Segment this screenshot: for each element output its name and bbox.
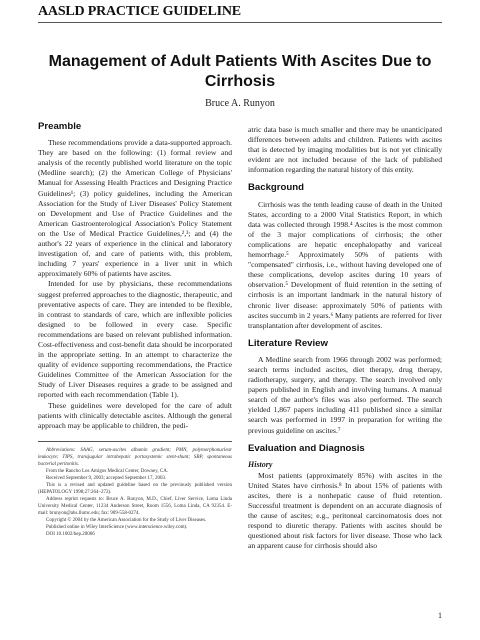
left-column	[38, 122, 232, 538]
footnote-line: This is a revised and updated guideline based on the previously published version (HEPATOLOGY 1998;27:264–272).	[38, 482, 232, 495]
footnote-rule	[38, 441, 232, 442]
abbreviations-note: Abbreviations: SAAG, serum-ascites albumin gradient; PMN, polymorphonuclear leukocyte; TIPS, transjugular intrahepatic portasystemic stent-shunt; SBP, spontaneous bacterial peritonitis.	[38, 447, 232, 467]
footnote-line: Copyright © 2004 by the American Association for the Study of Liver Diseases.	[46, 517, 207, 523]
preamble-paragraph: These guidelines were developed for the care of adult patients with clinically detectable ascites. Although the general approach may be applicable to children, the pedi-	[38, 400, 232, 430]
continued-paragraph: atric data base is much smaller and there may be unanticipated differences between adults and children. Patients with ascites that is detected by imaging modalities but is not yet clinically evident are not included because of the lack of published information regarding the natural history of this entity.	[248, 125, 442, 175]
literature-review-heading: Literature Review	[248, 337, 328, 349]
history-subheading: History	[248, 459, 273, 469]
footnote-line: Published online in Wiley InterScience (www.interscience.wiley.com).	[46, 524, 188, 530]
footnote-line: Received September 9, 2003; accepted September 17, 2003.	[46, 475, 167, 481]
preamble-heading: Preamble	[38, 121, 82, 132]
journal-section-tag: AASLD PRACTICE GUIDELINE	[38, 4, 241, 19]
evaluation-heading: Evaluation and Diagnosis	[248, 442, 365, 454]
footnote-line: Address reprint requests to: Bruce A. Runyon, M.D., Chief, Liver Service, Loma Linda University Medical Center, 11234 Anderson Street, Room 1556, Loma Linda, CA 92354. E-mail: brunyon@ahs.llumc.edu; fax: 909-558-0274.	[38, 496, 232, 516]
literature-review-paragraph: A Medline search from 1966 through 2002 was performed; search terms included ascites, diet therapy, drug therapy, radiotherapy, surgery, and therapy. The search involved only papers published in English and involving humans. A manual search of the author's files was also performed. The search yielded 1,867 papers including 411 published since a similar search was performed in 1997 in preparation for writing the previous guideline on ascites.⁷	[248, 354, 442, 435]
preamble-paragraph: Intended for use by physicians, these recommendations suggest preferred approaches to the diagnostic, therapeutic, and preventative aspects of care. They are intended to be flexible, in contrast to standards of care, which are inflexible policies designed to be followed in every case. Specific recommendations are based on relevant published information. Cost-effectiveness and cost-benefit data should be incorporated in the appropriate setting. In an attempt to characterize the quality of evidence supporting recommendations, the Practice Guidelines Committee of the American Association for the Study of Liver Diseases requires a grade to be assigned and reported with each recommendation (Table 1).	[38, 279, 232, 400]
background-heading: Background	[248, 182, 304, 194]
footnote-line: DOI 10.1002/hep.20066	[46, 531, 95, 537]
article-title: Management of Adult Patients With Ascites Due to Cirrhosis	[48, 53, 432, 90]
author-name: Bruce A. Runyon	[205, 98, 275, 109]
header-rule	[38, 22, 442, 23]
footnotes	[38, 447, 232, 538]
footnote-line: From the Rancho Los Amigos Medical Center, Downey, CA.	[46, 468, 169, 474]
history-paragraph: Most patients (approximately 85%) with ascites in the United States have cirrhosis.⁸ In about 15% of patients with ascites, there is a nonhepatic cause of fluid retention. Successful treatment is dependent on an accurate diagnosis of the cause of ascites; e.g., peritoneal carcinomatosis does not respond to diuretic therapy. Patients with ascites should be questioned about risk factors for liver disease. Those who lack an apparent cause for cirrhosis should also	[248, 470, 442, 551]
page-number: 1	[438, 611, 442, 620]
preamble-paragraph: These recommendations provide a data-supported approach. They are based on the following: (1) formal review and analysis of the recently published world literature on the topic (Medline search); (2) the American College of Physicians' Manual for Assessing Health Practices and Designing Practice Guidelines¹; (3) policy guidelines, including the American Association for the Study of Liver Diseases' Policy Statement on Development and Use of Practice Guidelines and the American Gastroenterological Association's Policy Statement on the Use of Medical Practice Guidelines,²,³; and (4) the author's 22 years of experience in the clinical and laboratory investigation of, and care of patients with, this problem, including 7 years' experience in a liver unit in which approximately 60% of patients have ascites.	[38, 138, 232, 279]
background-paragraph: Cirrhosis was the tenth leading cause of death in the United States, according to a 2000 Vital Statistics Report, in which data was collected through 1998.⁴ Ascites is the most common of the 3 major complications of cirrhosis; the other complications are hepatic encephalopathy and variceal hemorrhage.⁵ Approximately 50% of patients with "compensated" cirrhosis, i.e., without having developed one of these complications, develop ascites during 10 years of observation.⁵ Development of fluid retention in the setting of cirrhosis is an important landmark in the natural history of chronic liver disease: approximately 50% of patients with ascites succumb in 2 years.⁶ Many patients are referred for liver transplantation after development of ascites.	[248, 199, 442, 330]
right-column	[248, 125, 442, 552]
